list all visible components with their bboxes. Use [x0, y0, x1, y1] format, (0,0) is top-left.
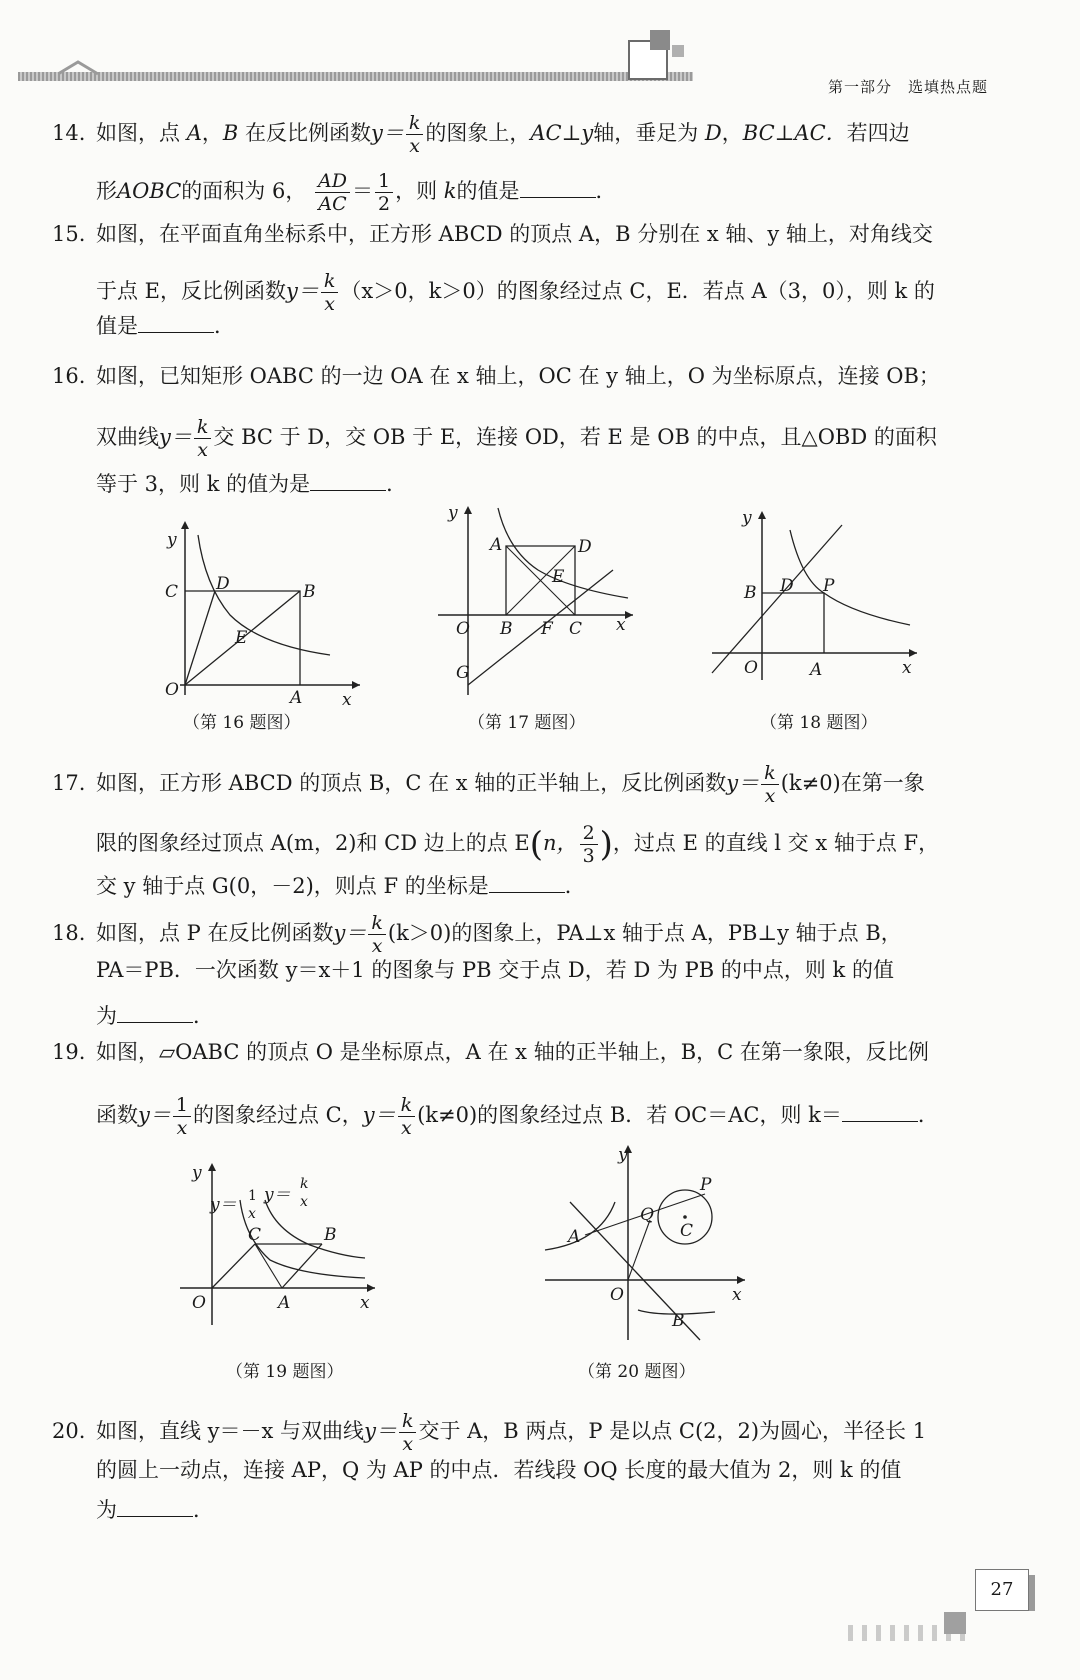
svg-text:D: D [578, 537, 592, 557]
footer-block-decoration [944, 1612, 966, 1634]
svg-text:B: B [324, 1225, 337, 1245]
svg-text:C: C [248, 1225, 262, 1245]
fraction-ad-over-ac: $\frac{AD}{AC}$ [315, 170, 350, 215]
svg-text:y＝: y＝ [210, 1195, 237, 1215]
svg-text:C: C [569, 619, 583, 639]
answer-blank [520, 179, 596, 198]
svg-text:B: B [672, 1311, 685, 1331]
question-number: 20. [52, 1419, 86, 1443]
svg-text:O: O [192, 1293, 206, 1313]
header-rule [18, 72, 693, 81]
answer-blank [842, 1103, 918, 1122]
svg-text:O: O [610, 1285, 624, 1305]
figure-20 [540, 1142, 750, 1346]
question-number: 14. [52, 121, 86, 145]
svg-text:B: B [303, 582, 316, 602]
svg-text:F: F [541, 619, 553, 639]
svg-text:x: x [902, 658, 912, 678]
svg-text:C: C [165, 582, 179, 602]
svg-text:P: P [823, 576, 835, 596]
fraction-two-thirds: $\frac{2}{3}$ [580, 822, 598, 867]
svg-text:A: A [490, 535, 503, 555]
svg-text:A: A [810, 660, 823, 680]
question-number: 18. [52, 921, 86, 945]
fraction-k-over-x: $\frac{k}{x}$ [399, 1410, 417, 1455]
svg-text:O: O [456, 619, 470, 639]
svg-text:E: E [552, 567, 565, 587]
svg-text:1: 1 [248, 1188, 257, 1204]
svg-text:y: y [192, 1163, 202, 1183]
fraction-k-over-x: $\frac{k}{x}$ [398, 1094, 416, 1139]
svg-text:x: x [732, 1285, 742, 1305]
svg-text:G: G [456, 663, 470, 683]
section-title: 第一部分 选填热点题 [828, 78, 989, 96]
svg-text:y: y [448, 503, 458, 523]
svg-text:y: y [742, 508, 752, 528]
header-notch-decoration [58, 60, 118, 82]
svg-text:y＝: y＝ [264, 1185, 291, 1205]
header-square-decoration [672, 45, 684, 57]
figure-18-caption: （第 18 题图） [760, 713, 878, 733]
figure-18 [712, 505, 917, 684]
answer-blank [117, 1004, 193, 1023]
fraction-k-over-x: $\frac{k}{x}$ [761, 762, 779, 807]
question-number: 17. [52, 771, 86, 795]
figure-17-caption: （第 17 题图） [468, 713, 586, 733]
svg-text:x: x [616, 615, 626, 635]
svg-text:A: A [290, 688, 303, 708]
svg-text:D: D [780, 576, 794, 596]
answer-blank [489, 874, 565, 893]
fraction-one-half: $\frac{1}{2}$ [375, 170, 393, 215]
fraction-k-over-x: $\frac{k}{x}$ [406, 112, 424, 157]
fraction-k-over-x: $\frac{k}{x}$ [194, 416, 212, 461]
answer-blank [117, 1498, 193, 1517]
svg-text:B: B [500, 619, 513, 639]
svg-text:x: x [342, 690, 352, 710]
svg-text:D: D [216, 574, 230, 594]
header-square-decoration [650, 30, 670, 50]
figure-16-caption: （第 16 题图） [183, 713, 301, 733]
svg-text:A: A [568, 1227, 581, 1247]
svg-text:y: y [167, 530, 177, 550]
svg-text:k: k [300, 1176, 309, 1192]
fraction-k-over-x: $\frac{k}{x}$ [321, 270, 339, 315]
svg-text:E: E [235, 628, 248, 648]
question-number: 19. [52, 1040, 86, 1064]
svg-text:Q: Q [640, 1205, 654, 1225]
svg-text:B: B [744, 583, 757, 603]
figure-16 [160, 515, 360, 710]
svg-text:O: O [165, 680, 179, 700]
svg-text:x: x [360, 1293, 370, 1313]
svg-text:O: O [744, 658, 758, 678]
figure-20-caption: （第 20 题图） [578, 1362, 696, 1382]
page-number: 27 [975, 1569, 1029, 1611]
question-number: 16. [52, 364, 86, 388]
fraction-one-over-x: $\frac{1}{x}$ [173, 1094, 191, 1139]
figure-19 [180, 1160, 380, 1334]
question-number: 15. [52, 222, 86, 246]
svg-text:x: x [248, 1206, 256, 1222]
answer-blank [138, 314, 214, 333]
figure-17 [438, 500, 638, 699]
svg-text:x: x [300, 1194, 308, 1210]
fraction-k-over-x: $\frac{k}{x}$ [368, 912, 386, 957]
svg-text:C: C [680, 1221, 694, 1241]
answer-blank [310, 472, 386, 491]
svg-text:y: y [618, 1145, 628, 1165]
figure-19-caption: （第 19 题图） [226, 1362, 344, 1382]
svg-text:P: P [700, 1175, 712, 1195]
svg-text:A: A [278, 1293, 291, 1313]
